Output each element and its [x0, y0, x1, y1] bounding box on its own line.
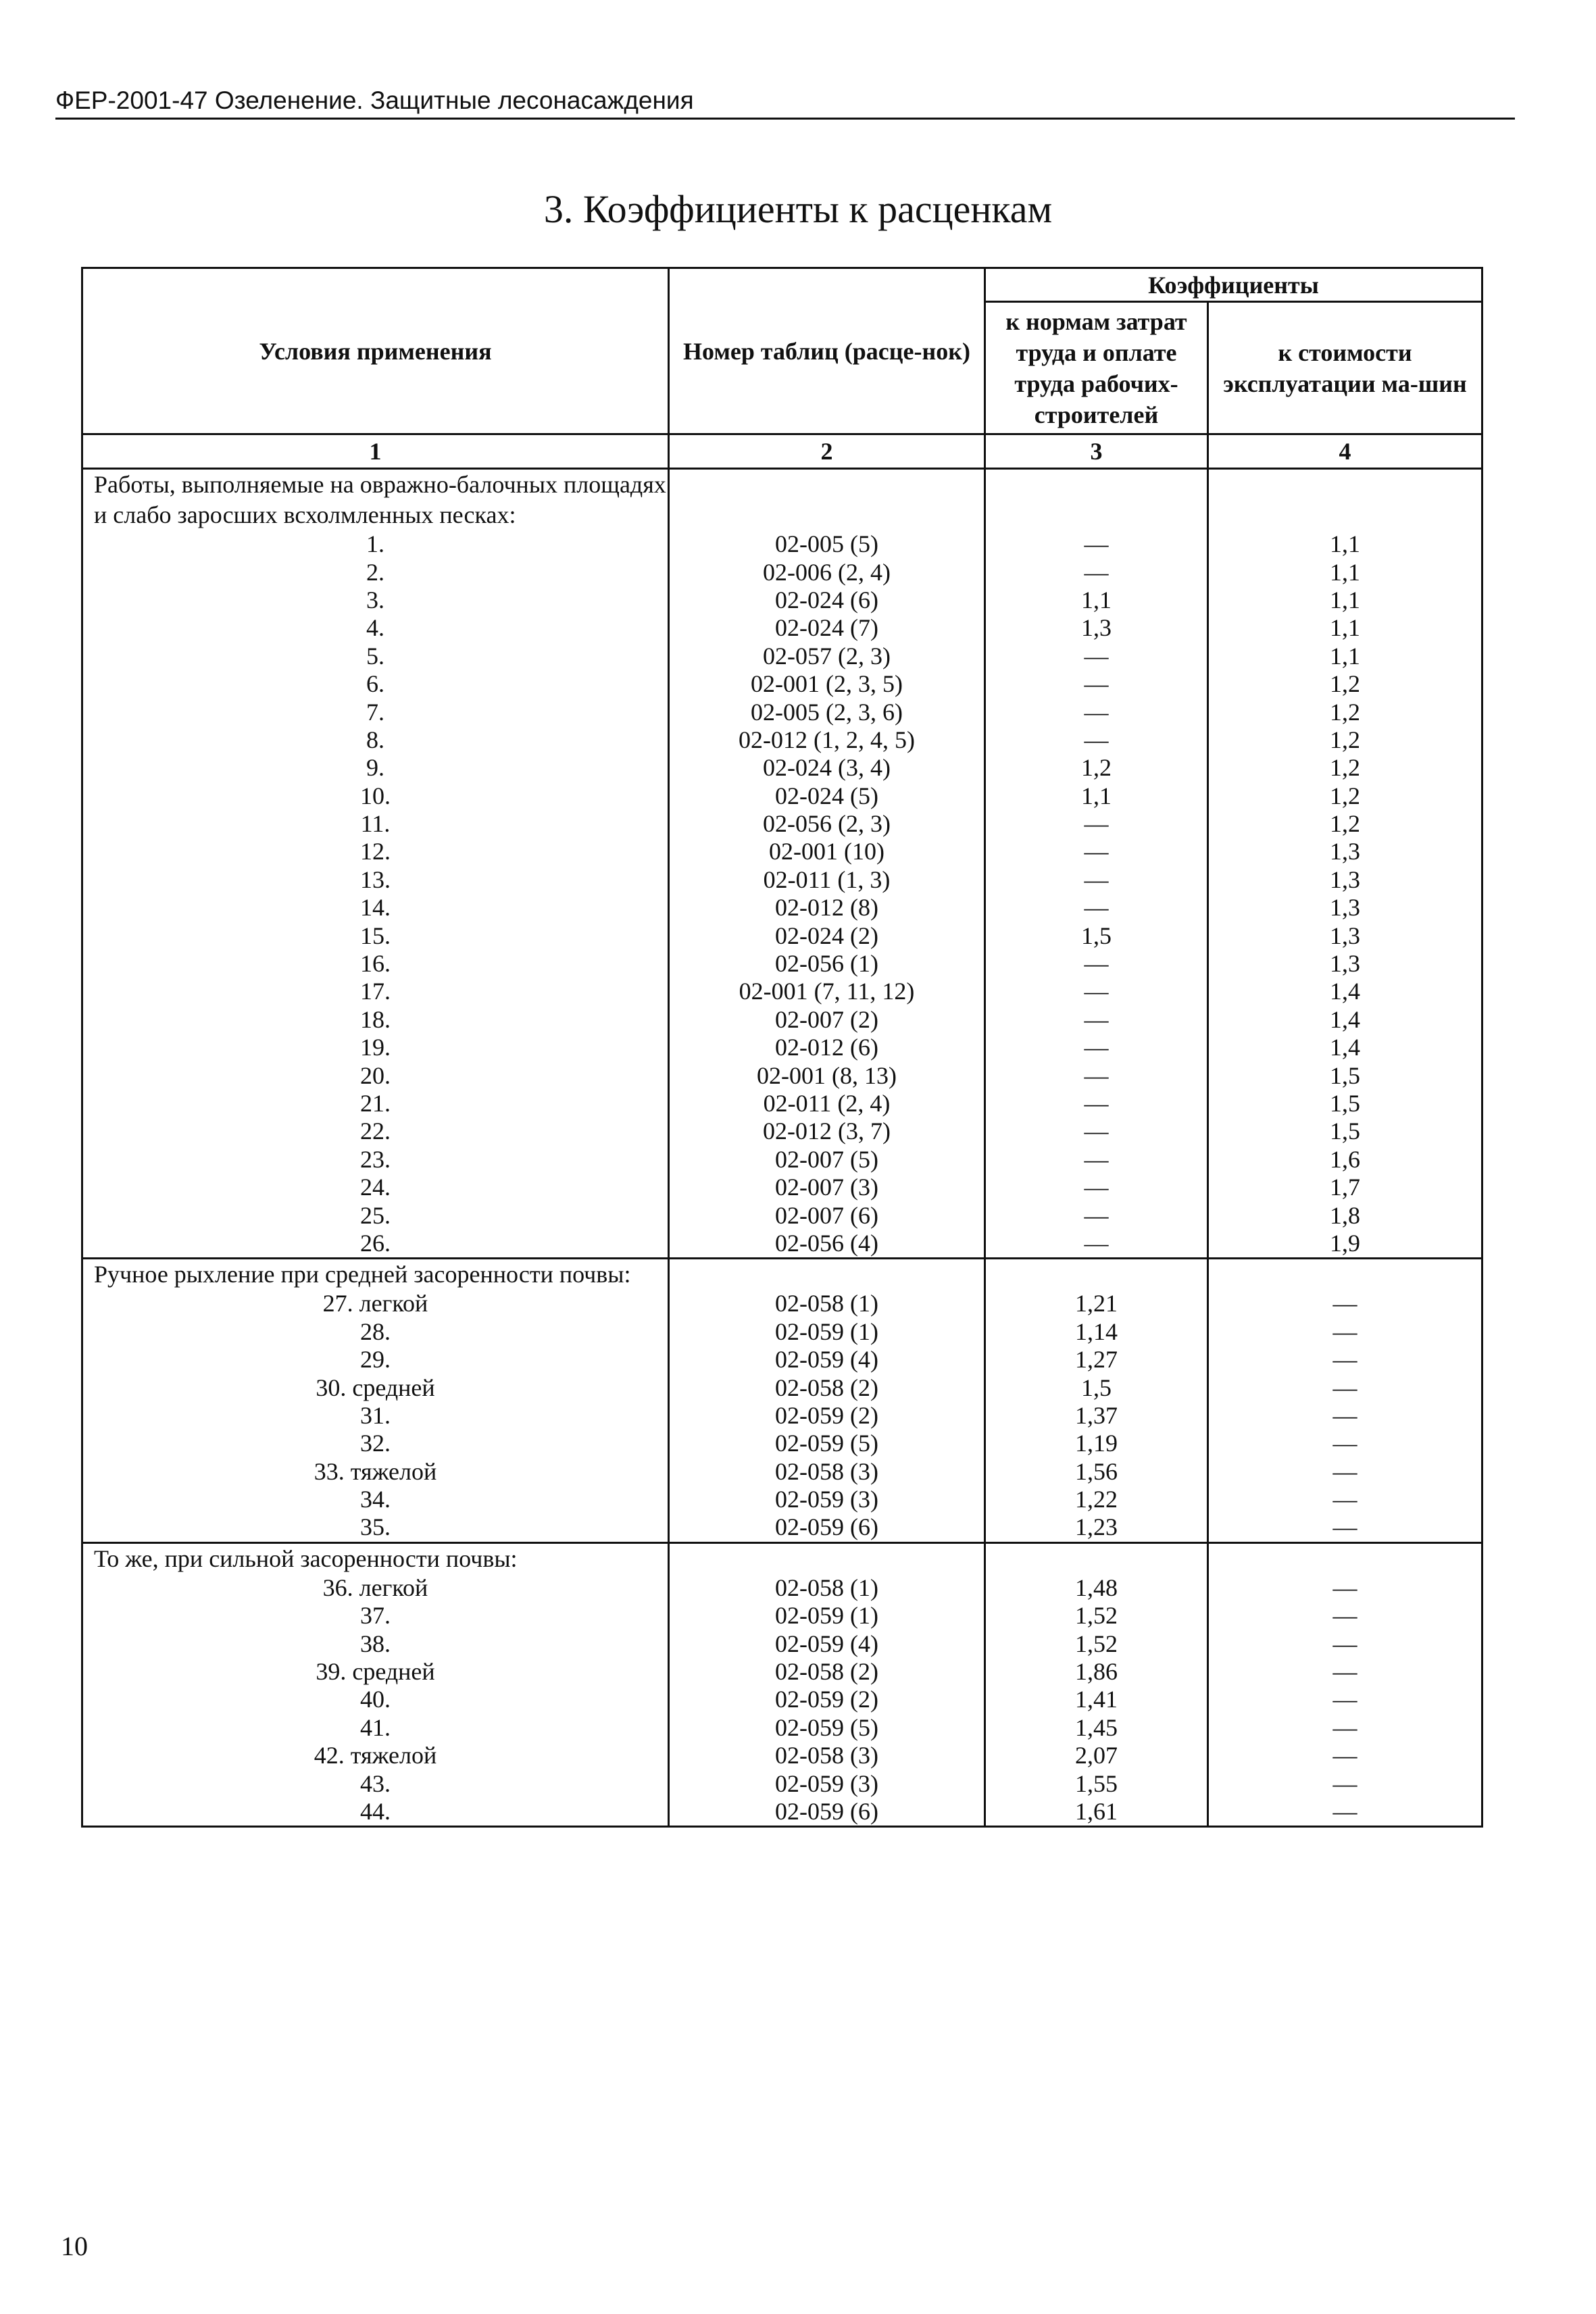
machine-coefficient-cell: — [1208, 1318, 1482, 1346]
condition-cell: 11. [82, 810, 669, 838]
machine-coefficient-cell: — [1208, 1458, 1482, 1486]
labor-coefficient-cell: — [985, 1061, 1208, 1089]
table-number-cell: 02-056 (4) [669, 1230, 985, 1259]
table-number-cell: 02-011 (1, 3) [669, 866, 985, 894]
condition-cell: 27. легкой [82, 1290, 669, 1317]
table-row [82, 1061, 1482, 1089]
table-number-cell: 02-056 (1) [669, 950, 985, 978]
labor-coefficient-cell: 1,55 [985, 1769, 1208, 1797]
labor-coefficient-cell: — [985, 1146, 1208, 1174]
table-row [82, 1658, 1482, 1686]
labor-coefficient-cell: — [985, 866, 1208, 894]
machine-coefficient-cell: 1,4 [1208, 978, 1482, 1005]
condition-cell: 12. [82, 838, 669, 865]
condition-cell: 43. [82, 1769, 669, 1797]
table-number-cell: 02-024 (6) [669, 586, 985, 614]
condition-cell: 17. [82, 978, 669, 1005]
labor-coefficient-cell: 1,56 [985, 1458, 1208, 1486]
table-number-cell: 02-058 (2) [669, 1658, 985, 1686]
empty-cell [1208, 469, 1482, 531]
labor-coefficient-cell: — [985, 670, 1208, 698]
table-row [82, 698, 1482, 726]
machine-coefficient-cell: 1,4 [1208, 1006, 1482, 1034]
table-row [82, 558, 1482, 586]
table-row [82, 1146, 1482, 1174]
condition-cell: 41. [82, 1714, 669, 1742]
machine-coefficient-cell: 1,1 [1208, 586, 1482, 614]
table-number-cell: 02-058 (1) [669, 1574, 985, 1602]
table-row [82, 1798, 1482, 1827]
machine-coefficient-cell: 1,2 [1208, 754, 1482, 782]
table-row [82, 1174, 1482, 1201]
table-row [82, 782, 1482, 810]
labor-coefficient-cell: 1,2 [985, 754, 1208, 782]
machine-coefficient-cell: — [1208, 1658, 1482, 1686]
labor-coefficient-cell: — [985, 1174, 1208, 1201]
table-row [82, 1742, 1482, 1769]
table-number-cell: 02-012 (8) [669, 894, 985, 922]
table-number-cell: 02-024 (5) [669, 782, 985, 810]
labor-coefficient-cell: 1,19 [985, 1430, 1208, 1457]
table-row [82, 586, 1482, 614]
labor-coefficient-cell: — [985, 1117, 1208, 1145]
section-header-row [82, 1542, 1482, 1574]
table-number-cell: 02-001 (2, 3, 5) [669, 670, 985, 698]
table-number-cell: 02-058 (2) [669, 1374, 985, 1401]
condition-cell: 35. [82, 1513, 669, 1542]
running-header: ФЕР-2001-47 Озеленение. Защитные лесонасаждения [55, 84, 1515, 120]
table-row [82, 1346, 1482, 1374]
table-number-cell: 02-007 (6) [669, 1201, 985, 1229]
table-number-cell: 02-007 (5) [669, 1146, 985, 1174]
condition-cell: 33. тяжелой [82, 1458, 669, 1486]
table-number-cell: 02-007 (2) [669, 1006, 985, 1034]
machine-coefficient-cell: 1,2 [1208, 698, 1482, 726]
table-row [82, 1374, 1482, 1401]
table-row [82, 1486, 1482, 1513]
empty-cell [985, 1259, 1208, 1290]
table-number-cell: 02-024 (2) [669, 922, 985, 949]
table-row [82, 1034, 1482, 1061]
table-number-cell: 02-059 (1) [669, 1602, 985, 1630]
machine-coefficient-cell: 1,2 [1208, 726, 1482, 754]
empty-cell [985, 469, 1208, 531]
machine-coefficient-cell: — [1208, 1402, 1482, 1430]
machine-coefficient-cell: — [1208, 1742, 1482, 1769]
section-header-row [82, 469, 1482, 531]
table-row [82, 1201, 1482, 1229]
machine-coefficient-cell: 1,9 [1208, 1230, 1482, 1259]
condition-cell: 13. [82, 866, 669, 894]
table-row [82, 1402, 1482, 1430]
empty-cell [1208, 1542, 1482, 1574]
machine-coefficient-cell: 1,3 [1208, 922, 1482, 949]
labor-coefficient-cell: — [985, 950, 1208, 978]
table-number-cell: 02-056 (2, 3) [669, 810, 985, 838]
table-number-cell: 02-058 (3) [669, 1742, 985, 1769]
table-row [82, 1430, 1482, 1457]
machine-coefficient-cell: 1,6 [1208, 1146, 1482, 1174]
labor-coefficient-cell: 1,61 [985, 1798, 1208, 1827]
labor-coefficient-cell: — [985, 1034, 1208, 1061]
table-number-cell: 02-007 (3) [669, 1174, 985, 1201]
labor-coefficient-cell: 1,1 [985, 586, 1208, 614]
table-number-cell: 02-057 (2, 3) [669, 643, 985, 670]
condition-cell: 7. [82, 698, 669, 726]
machine-coefficient-cell: — [1208, 1714, 1482, 1742]
condition-cell: 23. [82, 1146, 669, 1174]
machine-coefficient-cell: — [1208, 1686, 1482, 1713]
table-row [82, 1458, 1482, 1486]
empty-cell [669, 469, 985, 531]
condition-cell: 34. [82, 1486, 669, 1513]
machine-coefficient-cell: 1,4 [1208, 1034, 1482, 1061]
header-conditions: Условия применения [82, 268, 669, 434]
machine-coefficient-cell: — [1208, 1769, 1482, 1797]
table-row [82, 1318, 1482, 1346]
machine-coefficient-cell: 1,1 [1208, 558, 1482, 586]
condition-cell: 16. [82, 950, 669, 978]
machine-coefficient-cell: — [1208, 1602, 1482, 1630]
table-number-cell: 02-059 (5) [669, 1714, 985, 1742]
machine-coefficient-cell: 1,2 [1208, 810, 1482, 838]
condition-cell: 42. тяжелой [82, 1742, 669, 1769]
table-row [82, 530, 1482, 558]
table-row [82, 1513, 1482, 1542]
table-number-cell: 02-024 (3, 4) [669, 754, 985, 782]
labor-coefficient-cell: 1,52 [985, 1602, 1208, 1630]
labor-coefficient-cell: — [985, 894, 1208, 922]
machine-coefficient-cell: — [1208, 1630, 1482, 1657]
condition-cell: 28. [82, 1318, 669, 1346]
machine-coefficient-cell: — [1208, 1574, 1482, 1602]
labor-coefficient-cell: 1,23 [985, 1513, 1208, 1542]
header-coefficients: Коэффициенты [985, 268, 1482, 302]
machine-coefficient-cell: 1,2 [1208, 670, 1482, 698]
machine-coefficient-cell: — [1208, 1430, 1482, 1457]
machine-coefficient-cell: — [1208, 1513, 1482, 1542]
machine-coefficient-cell: 1,1 [1208, 530, 1482, 558]
table-row [82, 1230, 1482, 1259]
table-number-cell: 02-001 (7, 11, 12) [669, 978, 985, 1005]
table-row [82, 643, 1482, 670]
labor-coefficient-cell: — [985, 978, 1208, 1005]
condition-cell: 2. [82, 558, 669, 586]
column-number: 2 [669, 434, 985, 469]
labor-coefficient-cell: 1,48 [985, 1574, 1208, 1602]
section-title: Работы, выполняемые на овражно-балочных площадях и слабо заросших всхолмленных песках: [82, 469, 669, 531]
table-number-cell: 02-005 (5) [669, 530, 985, 558]
table-row [82, 866, 1482, 894]
machine-coefficient-cell: 1,1 [1208, 643, 1482, 670]
table-row [82, 670, 1482, 698]
condition-cell: 9. [82, 754, 669, 782]
condition-cell: 32. [82, 1430, 669, 1457]
labor-coefficient-cell: 1,45 [985, 1714, 1208, 1742]
table-row [82, 978, 1482, 1005]
table-number-cell: 02-012 (1, 2, 4, 5) [669, 726, 985, 754]
machine-coefficient-cell: 1,5 [1208, 1117, 1482, 1145]
table-number-cell: 02-001 (10) [669, 838, 985, 865]
table-number-cell: 02-059 (4) [669, 1346, 985, 1374]
condition-cell: 14. [82, 894, 669, 922]
condition-cell: 20. [82, 1061, 669, 1089]
machine-coefficient-cell: 1,1 [1208, 614, 1482, 642]
labor-coefficient-cell: 1,37 [985, 1402, 1208, 1430]
condition-cell: 4. [82, 614, 669, 642]
labor-coefficient-cell: — [985, 1090, 1208, 1117]
labor-coefficient-cell: — [985, 1201, 1208, 1229]
condition-cell: 36. легкой [82, 1574, 669, 1602]
condition-cell: 22. [82, 1117, 669, 1145]
table-number-cell: 02-012 (6) [669, 1034, 985, 1061]
table-row [82, 614, 1482, 642]
machine-coefficient-cell: — [1208, 1374, 1482, 1401]
table-row [82, 1686, 1482, 1713]
table-number-cell: 02-059 (3) [669, 1486, 985, 1513]
table-number-cell: 02-059 (6) [669, 1798, 985, 1827]
table-row [82, 726, 1482, 754]
condition-cell: 40. [82, 1686, 669, 1713]
table-row [82, 1090, 1482, 1117]
condition-cell: 31. [82, 1402, 669, 1430]
table-row [82, 922, 1482, 949]
labor-coefficient-cell: — [985, 698, 1208, 726]
table-number-cell: 02-001 (8, 13) [669, 1061, 985, 1089]
section-header-row [82, 1259, 1482, 1290]
condition-cell: 25. [82, 1201, 669, 1229]
condition-cell: 15. [82, 922, 669, 949]
condition-cell: 8. [82, 726, 669, 754]
column-number: 1 [82, 434, 669, 469]
table-number-cell: 02-059 (4) [669, 1630, 985, 1657]
table-row [82, 1602, 1482, 1630]
machine-coefficient-cell: 1,2 [1208, 782, 1482, 810]
labor-coefficient-cell: 1,1 [985, 782, 1208, 810]
table-row [82, 810, 1482, 838]
machine-coefficient-cell: 1,3 [1208, 950, 1482, 978]
section-title: Ручное рыхление при средней засоренности почвы: [82, 1259, 669, 1290]
table-row [82, 894, 1482, 922]
table-number-cell: 02-005 (2, 3, 6) [669, 698, 985, 726]
coefficients-table [81, 267, 1483, 1828]
labor-coefficient-cell: — [985, 530, 1208, 558]
condition-cell: 19. [82, 1034, 669, 1061]
machine-coefficient-cell: 1,8 [1208, 1201, 1482, 1229]
column-number: 3 [985, 434, 1208, 469]
condition-cell: 18. [82, 1006, 669, 1034]
condition-cell: 29. [82, 1346, 669, 1374]
condition-cell: 10. [82, 782, 669, 810]
machine-coefficient-cell: 1,5 [1208, 1061, 1482, 1089]
empty-cell [669, 1542, 985, 1574]
labor-coefficient-cell: — [985, 643, 1208, 670]
labor-coefficient-cell: — [985, 1230, 1208, 1259]
table-row [82, 1769, 1482, 1797]
table-number-cell: 02-059 (6) [669, 1513, 985, 1542]
condition-cell: 30. средней [82, 1374, 669, 1401]
header-labor-coefficient: к нормам затрат труда и оплате труда рабочих-строителей [985, 302, 1208, 434]
labor-coefficient-cell: 1,86 [985, 1658, 1208, 1686]
machine-coefficient-cell: 1,5 [1208, 1090, 1482, 1117]
labor-coefficient-cell: 1,27 [985, 1346, 1208, 1374]
condition-cell: 38. [82, 1630, 669, 1657]
labor-coefficient-cell: — [985, 838, 1208, 865]
table-number-cell: 02-058 (1) [669, 1290, 985, 1317]
table-row [82, 754, 1482, 782]
table-number-cell: 02-059 (2) [669, 1402, 985, 1430]
condition-cell: 44. [82, 1798, 669, 1827]
labor-coefficient-cell: — [985, 1006, 1208, 1034]
table-number-cell: 02-059 (5) [669, 1430, 985, 1457]
table-row [82, 1117, 1482, 1145]
table-number-cell: 02-058 (3) [669, 1458, 985, 1486]
condition-cell: 6. [82, 670, 669, 698]
condition-cell: 24. [82, 1174, 669, 1201]
machine-coefficient-cell: 1,7 [1208, 1174, 1482, 1201]
section-title: 3. Коэффициенты к расценкам [543, 187, 1053, 231]
header-machine-coefficient: к стоимости эксплуатации ма-шин [1208, 302, 1482, 434]
table-number-cell: 02-059 (2) [669, 1686, 985, 1713]
machine-coefficient-cell: — [1208, 1290, 1482, 1317]
empty-cell [1208, 1259, 1482, 1290]
labor-coefficient-cell: 1,14 [985, 1318, 1208, 1346]
labor-coefficient-cell: 1,41 [985, 1686, 1208, 1713]
table-row [82, 1574, 1482, 1602]
condition-cell: 37. [82, 1602, 669, 1630]
labor-coefficient-cell: 1,52 [985, 1630, 1208, 1657]
table-number-cell: 02-059 (1) [669, 1318, 985, 1346]
table-body [82, 469, 1482, 1827]
condition-cell: 5. [82, 643, 669, 670]
table-number-cell: 02-006 (2, 4) [669, 558, 985, 586]
condition-cell: 1. [82, 530, 669, 558]
table-number-cell: 02-011 (2, 4) [669, 1090, 985, 1117]
labor-coefficient-cell: 1,3 [985, 614, 1208, 642]
labor-coefficient-cell: 2,07 [985, 1742, 1208, 1769]
labor-coefficient-cell: 1,5 [985, 1374, 1208, 1401]
condition-cell: 21. [82, 1090, 669, 1117]
table-number-cell: 02-059 (3) [669, 1769, 985, 1797]
condition-cell: 3. [82, 586, 669, 614]
condition-cell: 39. средней [82, 1658, 669, 1686]
empty-cell [669, 1259, 985, 1290]
column-number: 4 [1208, 434, 1482, 469]
labor-coefficient-cell: 1,5 [985, 922, 1208, 949]
table-row [82, 1630, 1482, 1657]
table-number-cell: 02-024 (7) [669, 614, 985, 642]
table-row [82, 1006, 1482, 1034]
machine-coefficient-cell: 1,3 [1208, 866, 1482, 894]
table-row [82, 1290, 1482, 1317]
machine-coefficient-cell: 1,3 [1208, 838, 1482, 865]
table-row [82, 950, 1482, 978]
empty-cell [985, 1542, 1208, 1574]
section-title: То же, при сильной засоренности почвы: [82, 1542, 669, 1574]
labor-coefficient-cell: — [985, 558, 1208, 586]
labor-coefficient-cell: — [985, 810, 1208, 838]
machine-coefficient-cell: — [1208, 1486, 1482, 1513]
table-row [82, 838, 1482, 865]
machine-coefficient-cell: — [1208, 1346, 1482, 1374]
header-table-numbers: Номер таблиц (расце-нок) [669, 268, 985, 434]
table-row [82, 1714, 1482, 1742]
table-number-cell: 02-012 (3, 7) [669, 1117, 985, 1145]
page-number: 10 [61, 2231, 88, 2261]
machine-coefficient-cell: 1,3 [1208, 894, 1482, 922]
labor-coefficient-cell: 1,22 [985, 1486, 1208, 1513]
condition-cell: 26. [82, 1230, 669, 1259]
labor-coefficient-cell: 1,21 [985, 1290, 1208, 1317]
machine-coefficient-cell: — [1208, 1798, 1482, 1827]
labor-coefficient-cell: — [985, 726, 1208, 754]
